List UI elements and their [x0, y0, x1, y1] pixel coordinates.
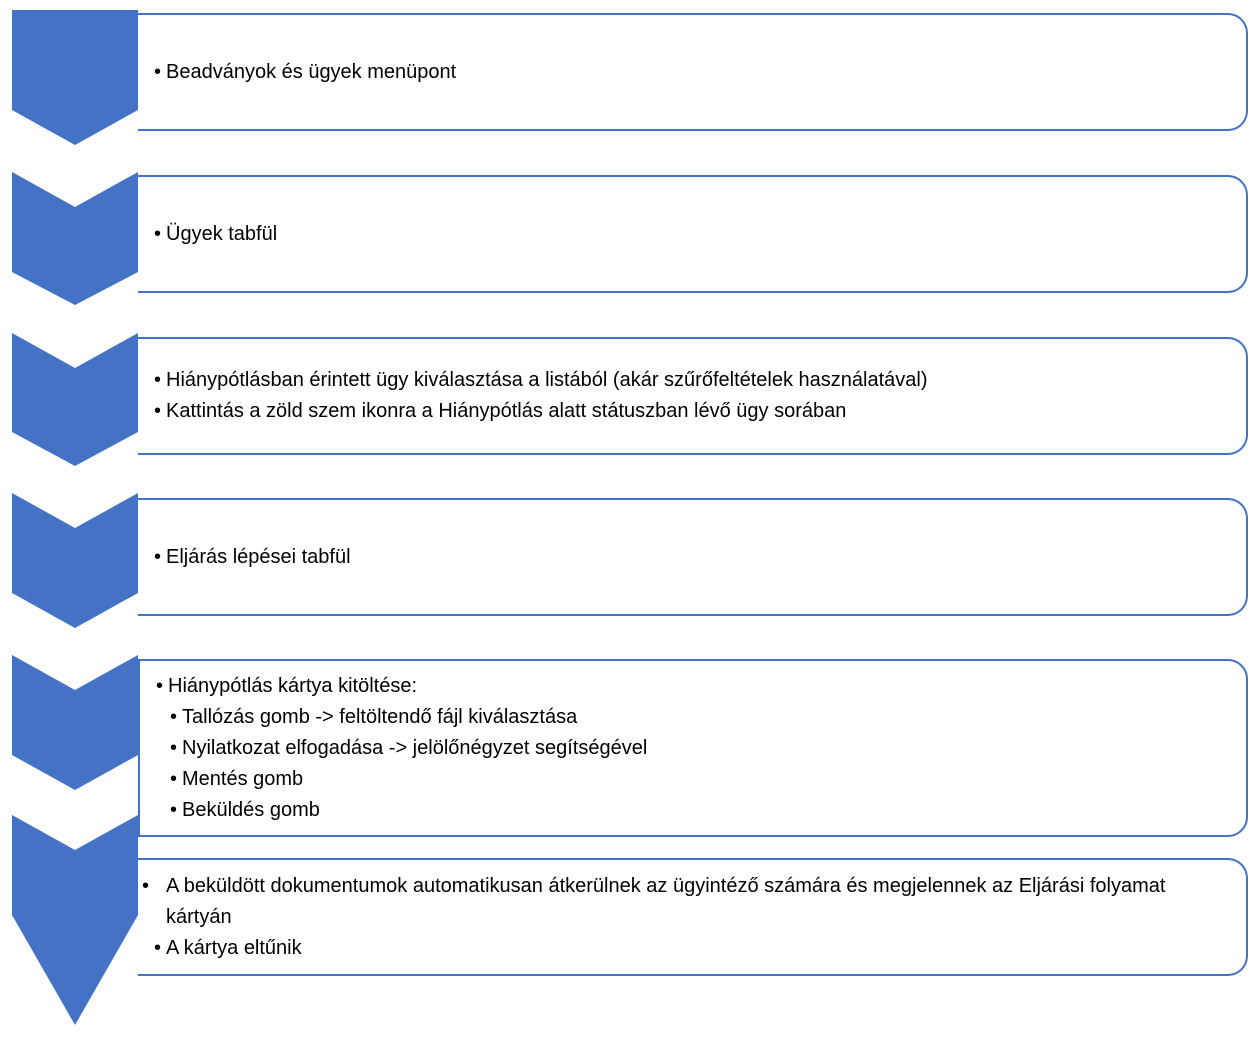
step-2-line-1: • Ügyek tabfül: [154, 219, 1226, 250]
bullet-icon: •: [156, 674, 164, 697]
step-box-6: [138, 858, 1248, 976]
chevron-arrow-2: [12, 172, 138, 305]
bullet-icon: •: [154, 936, 162, 959]
bullet-icon: •: [154, 400, 162, 422]
step-4-line-1: • Eljárás lépései tabfül: [154, 542, 1226, 573]
step-6-line-1: • A beküldött dokumentumok automatikusan átkerülnek az ügyintéző számára és megjelennek az Eljárási folyamat kártyán: [154, 871, 1226, 933]
step-5-line-5: • Beküldés gomb: [156, 795, 1226, 826]
chevron-arrow-1: [12, 10, 138, 145]
step-5-line-3: • Nyilatkozat elfogadása -> jelölőnégyzet segítségével: [156, 733, 1226, 764]
bullet-icon: •: [154, 545, 162, 568]
bullet-icon: •: [170, 705, 178, 728]
bullet-icon: •: [154, 60, 162, 83]
chevron-arrow-6: [12, 815, 138, 1025]
step-box-5: [138, 659, 1248, 837]
chevron-arrow-3: [12, 333, 138, 466]
bullet-icon: •: [154, 369, 162, 391]
step-box-1: [138, 13, 1248, 131]
step-box-2: [138, 175, 1248, 293]
step-5-line-1: • Hiánypótlás kártya kitöltése:: [156, 671, 1226, 702]
bullet-icon: •: [142, 874, 150, 897]
step-1-line-1: • Beadványok és ügyek menüpont: [154, 57, 1226, 88]
bullet-icon: •: [154, 222, 162, 245]
step-3-line-1: • Hiánypótlásban érintett ügy kiválasztása a listából (akár szűrőfeltételek használatával): [154, 365, 1226, 396]
step-5-line-2: • Tallózás gomb -> feltöltendő fájl kiválasztása: [156, 702, 1226, 733]
step-box-3: [138, 337, 1248, 455]
bullet-icon: •: [170, 736, 178, 759]
bullet-icon: •: [170, 798, 178, 821]
bullet-icon: •: [170, 767, 178, 790]
chevron-arrow-4: [12, 493, 138, 628]
step-box-4: [138, 498, 1248, 616]
step-6-line-2: • A kártya eltűnik: [154, 933, 1226, 964]
step-5-line-4: • Mentés gomb: [156, 764, 1226, 795]
step-3-line-2: • Kattintás a zöld szem ikonra a Hiánypótlás alatt státuszban lévő ügy sorában: [154, 396, 1226, 427]
chevron-arrow-5: [12, 655, 138, 790]
